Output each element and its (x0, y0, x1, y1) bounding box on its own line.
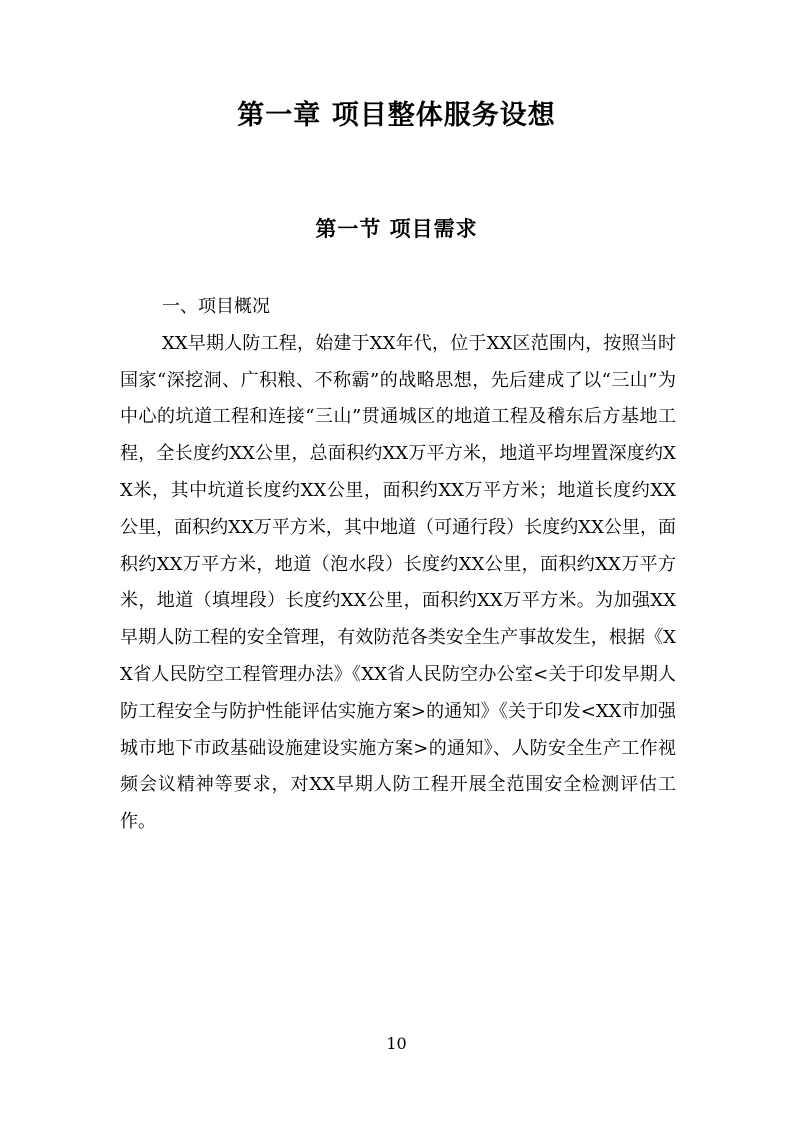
body-text (120, 289, 676, 841)
page-number: 10 (386, 1034, 407, 1053)
section-title: 第一节 项目需求 (315, 216, 478, 241)
subheading: 一、项目概况 (162, 296, 270, 317)
project-overview-paragraph: XX早期人防工程，始建于XX年代，位于XX区范围内，按照当时国家“深挖洞、广积粮、不称霸”的战略思想，先后建成了以“三山”为中心的坑道工程和连接“三山”贯通城区的地道工程及稽东后方基地工程，全长度约XX公里，总面积约XX万平方米，地道平均埋置深度约XX米，其中坑道长度约XX公里，面积约XX万平方米；地道长度约XX公里，面积约XX万平方米，其中地道（可通行段）长度约XX公里，面积约XX万平方米，地道（泡水段）长度约XX公里，面积约XX万平方米，地道（填埋段）长度约XX公里，面积约XX万平方米。为加强XX早期人防工程的安全管理，有效防范各类安全生产事故发生，根据《XX省人民防空工程管理办法》《XX省人民防空办公室<关于印发早期人防工程安全与防护性能评估实施方案>的通知》《关于印发<XX市加强城市地下市政基础设施建设实施方案>的通知》、人防安全生产工作视频会议精神等要求，对XX早期人防工程开展全范围安全检测评估工作。 (120, 332, 676, 833)
chapter-title: 第一章 项目整体服务设想 (237, 100, 556, 131)
